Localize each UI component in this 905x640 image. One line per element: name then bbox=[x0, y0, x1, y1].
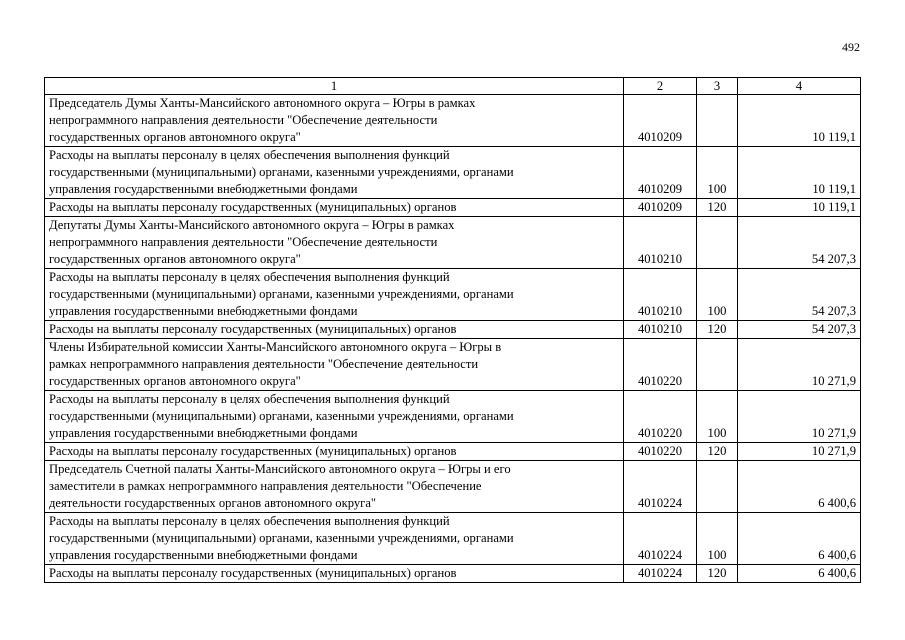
budget-table bbox=[44, 77, 861, 583]
page-number: 492 bbox=[842, 40, 860, 54]
expense-type-cell: 100 bbox=[697, 391, 738, 443]
row-description bbox=[45, 513, 624, 565]
expense-type-cell bbox=[697, 339, 738, 391]
description-line: Расходы на выплаты персоналу государственных (муниципальных) органов bbox=[49, 566, 457, 580]
table-row bbox=[45, 95, 861, 147]
target-code-cell: 4010209 bbox=[624, 199, 697, 217]
description-line: государственными (муниципальными) органами, казенными учреждениями, органами bbox=[49, 531, 514, 545]
target-code-cell: 4010220 bbox=[624, 391, 697, 443]
row-description bbox=[45, 321, 624, 339]
column-header-expense-type: 3 bbox=[697, 78, 738, 95]
description-line: заместители в рамках непрограммного направления деятельности "Обеспечение bbox=[49, 479, 482, 493]
table-row bbox=[45, 217, 861, 269]
amount-cell: 6 400,6 bbox=[738, 461, 861, 513]
description-line: Расходы на выплаты персоналу в целях обеспечения выполнения функций bbox=[49, 148, 450, 162]
expense-type-cell bbox=[697, 461, 738, 513]
description-line: государственных органов автономного округа" bbox=[49, 252, 301, 266]
description-line: Члены Избирательной комиссии Ханты-Мансийского автономного округа – Югры в bbox=[49, 340, 502, 354]
row-description bbox=[45, 565, 624, 583]
expense-type-cell: 100 bbox=[697, 513, 738, 565]
table-row bbox=[45, 565, 861, 583]
amount-cell: 6 400,6 bbox=[738, 565, 861, 583]
description-line: управления государственными внебюджетными фондами bbox=[49, 304, 358, 318]
expense-type-cell bbox=[697, 95, 738, 147]
description-line: Расходы на выплаты персоналу государственных (муниципальных) органов bbox=[49, 322, 457, 336]
column-number-row bbox=[45, 78, 861, 95]
target-code-cell: 4010209 bbox=[624, 147, 697, 199]
row-description bbox=[45, 95, 624, 147]
table-row bbox=[45, 391, 861, 443]
description-line: управления государственными внебюджетными фондами bbox=[49, 182, 358, 196]
table-row bbox=[45, 147, 861, 199]
expense-type-cell: 120 bbox=[697, 565, 738, 583]
expense-type-cell: 120 bbox=[697, 443, 738, 461]
amount-cell: 54 207,3 bbox=[738, 269, 861, 321]
budget-table-body bbox=[45, 78, 861, 583]
description-line: управления государственными внебюджетными фондами bbox=[49, 426, 358, 440]
target-code-cell: 4010210 bbox=[624, 217, 697, 269]
description-line: рамках непрограммного направления деятельности "Обеспечение деятельности bbox=[49, 357, 479, 371]
target-code-cell: 4010220 bbox=[624, 339, 697, 391]
target-code-cell: 4010210 bbox=[624, 321, 697, 339]
amount-cell: 10 271,9 bbox=[738, 443, 861, 461]
expense-type-cell: 120 bbox=[697, 199, 738, 217]
amount-cell: 10 271,9 bbox=[738, 339, 861, 391]
description-line: государственными (муниципальными) органами, казенными учреждениями, органами bbox=[49, 409, 514, 423]
description-line: Председатель Счетной палаты Ханты-Мансийского автономного округа – Югры и его bbox=[49, 462, 511, 476]
table-row bbox=[45, 513, 861, 565]
description-line: государственных органов автономного округа" bbox=[49, 374, 301, 388]
amount-cell: 10 119,1 bbox=[738, 95, 861, 147]
amount-cell: 54 207,3 bbox=[738, 217, 861, 269]
description-line: Расходы на выплаты персоналу государственных (муниципальных) органов bbox=[49, 444, 457, 458]
row-description bbox=[45, 199, 624, 217]
description-line: непрограммного направления деятельности "Обеспечение деятельности bbox=[49, 113, 438, 127]
column-header-amount: 4 bbox=[738, 78, 861, 95]
target-code-cell: 4010210 bbox=[624, 269, 697, 321]
amount-cell: 6 400,6 bbox=[738, 513, 861, 565]
row-description bbox=[45, 443, 624, 461]
description-line: управления государственными внебюджетными фондами bbox=[49, 548, 358, 562]
description-line: государственными (муниципальными) органами, казенными учреждениями, органами bbox=[49, 287, 514, 301]
target-code-cell: 4010224 bbox=[624, 461, 697, 513]
amount-cell: 54 207,3 bbox=[738, 321, 861, 339]
description-line: деятельности государственных органов автономного округа" bbox=[49, 496, 377, 510]
table-row bbox=[45, 339, 861, 391]
row-description bbox=[45, 391, 624, 443]
description-line: Председатель Думы Ханты-Мансийского автономного округа – Югры в рамках bbox=[49, 96, 476, 110]
column-header-target-code: 2 bbox=[624, 78, 697, 95]
expense-type-cell: 100 bbox=[697, 269, 738, 321]
description-line: государственными (муниципальными) органами, казенными учреждениями, органами bbox=[49, 165, 514, 179]
table-row bbox=[45, 461, 861, 513]
table-row bbox=[45, 269, 861, 321]
row-description bbox=[45, 217, 624, 269]
row-description bbox=[45, 339, 624, 391]
table-row bbox=[45, 199, 861, 217]
target-code-cell: 4010209 bbox=[624, 95, 697, 147]
description-line: Расходы на выплаты персоналу в целях обеспечения выполнения функций bbox=[49, 514, 450, 528]
expense-type-cell: 100 bbox=[697, 147, 738, 199]
target-code-cell: 4010224 bbox=[624, 513, 697, 565]
table-row bbox=[45, 443, 861, 461]
target-code-cell: 4010224 bbox=[624, 565, 697, 583]
expense-type-cell bbox=[697, 217, 738, 269]
amount-cell: 10 271,9 bbox=[738, 391, 861, 443]
description-line: Расходы на выплаты персоналу государственных (муниципальных) органов bbox=[49, 200, 457, 214]
target-code-cell: 4010220 bbox=[624, 443, 697, 461]
description-line: Расходы на выплаты персоналу в целях обеспечения выполнения функций bbox=[49, 392, 450, 406]
description-line: Расходы на выплаты персоналу в целях обеспечения выполнения функций bbox=[49, 270, 450, 284]
amount-cell: 10 119,1 bbox=[738, 147, 861, 199]
description-line: непрограммного направления деятельности "Обеспечение деятельности bbox=[49, 235, 438, 249]
amount-cell: 10 119,1 bbox=[738, 199, 861, 217]
description-line: государственных органов автономного округа" bbox=[49, 130, 301, 144]
column-header-description: 1 bbox=[45, 78, 624, 95]
description-line: Депутаты Думы Ханты-Мансийского автономного округа – Югры в рамках bbox=[49, 218, 455, 232]
row-description bbox=[45, 147, 624, 199]
row-description bbox=[45, 461, 624, 513]
table-row bbox=[45, 321, 861, 339]
expense-type-cell: 120 bbox=[697, 321, 738, 339]
row-description bbox=[45, 269, 624, 321]
